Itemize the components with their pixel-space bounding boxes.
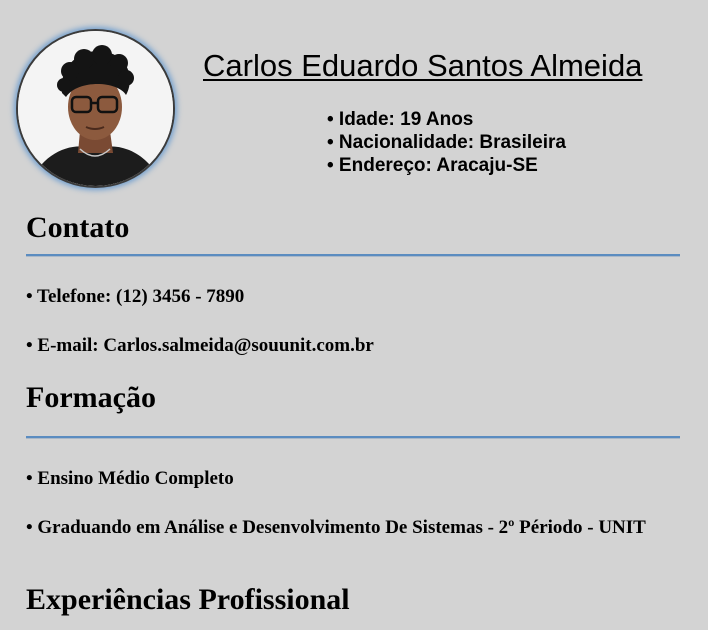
info-nationality: • Nacionalidade: Brasileira: [327, 132, 566, 153]
section-title-experiencias: Experiências Profissional: [26, 583, 350, 616]
profile-name: Carlos Eduardo Santos Almeida: [203, 48, 643, 83]
info-address: • Endereço: Aracaju-SE: [327, 155, 538, 176]
profile-photo-image: [18, 31, 173, 186]
contact-email: • E-mail: Carlos.salmeida@souunit.com.br: [26, 335, 374, 356]
section-divider-formacao: [26, 436, 680, 439]
profile-info-list: [327, 108, 566, 177]
profile-photo: [16, 29, 175, 188]
section-title-contato: Contato: [26, 211, 130, 244]
education-item: • Ensino Médio Completo: [26, 468, 234, 489]
contact-phone: • Telefone: (12) 3456 - 7890: [26, 286, 245, 307]
section-divider-contato: [26, 254, 680, 257]
education-item: • Graduando em Análise e Desenvolvimento De Sistemas - 2º Périodo - UNIT: [26, 517, 646, 538]
info-age: • Idade: 19 Anos: [327, 109, 474, 130]
section-title-formacao: Formação: [26, 381, 156, 414]
